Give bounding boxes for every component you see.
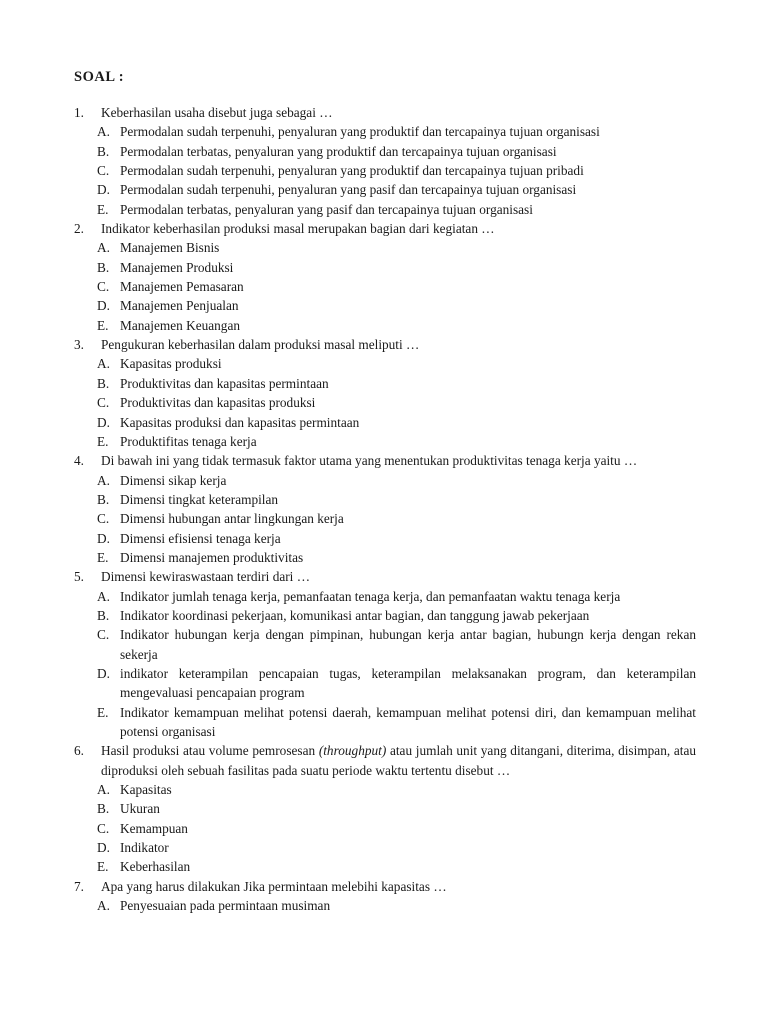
option-a [97,354,696,373]
option-letter: A. [97,472,110,488]
option-d [97,529,696,548]
question-number: 7. [74,878,84,894]
option-letter: B. [97,491,110,507]
option-b [97,799,696,818]
option-b [97,374,696,393]
option-e [97,857,696,876]
option-e [97,316,696,335]
option-b [97,142,696,161]
option-text: Permodalan sudah terpenuhi, penyaluran yang pasif dan tercapainya tujuan organisasi [120,182,577,198]
question-2 [74,219,696,238]
option-letter: A. [97,898,110,914]
question-text [101,741,696,780]
option-a [97,896,696,915]
question-text: Apa yang harus dilakukan Jika permintaan melebihi kapasitas … [101,878,447,894]
option-text: Manajemen Keuangan [120,317,240,333]
option-text: Dimensi sikap kerja [120,472,227,488]
question-text: Dimensi kewiraswastaan terdiri dari … [101,569,310,585]
option-letter: C. [97,395,110,411]
option-letter: C. [97,627,110,643]
option-text: Kemampuan [120,820,188,836]
option-text: Indikator koordinasi pekerjaan, komunikasi antar bagian, dan tanggung jawab pekerjaan [120,607,590,623]
option-a [97,780,696,799]
option-text: Dimensi efisiensi tenaga kerja [120,530,281,546]
option-text: Manajemen Penjualan [120,298,239,314]
question-number: 1. [74,105,84,120]
option-text: Indikator hubungan kerja dengan pimpinan, hubungan kerja antar bagian, hubungn kerja dengan rekan sekerja [120,627,696,662]
option-text: Manajemen Pemasaran [120,279,244,295]
question-7 [74,877,696,896]
option-letter: D. [97,182,110,198]
option-text: Kapasitas produksi [120,356,222,372]
option-letter: C. [97,163,110,179]
option-text: Dimensi tingkat keterampilan [120,491,279,507]
question-3 [74,335,696,354]
question-5-options [97,587,696,742]
option-letter: A. [97,240,110,256]
option-letter: D. [97,414,110,430]
option-text: Produktivitas dan kapasitas produksi [120,395,316,411]
question-number: 3. [74,337,84,353]
option-d [97,838,696,857]
option-letter: E. [97,704,109,720]
option-d [97,413,696,432]
question-list [74,103,696,915]
option-letter: E. [97,859,109,875]
option-text: Indikator [120,840,169,856]
question-text: Keberhasilan usaha disebut juga sebagai … [101,105,333,120]
option-c [97,393,696,412]
option-text: Permodalan sudah terpenuhi, penyaluran yang produktif dan tercapainya tujuan organisasi [120,124,600,140]
option-d [97,180,696,199]
option-text: Permodalan terbatas, penyaluran yang pasif dan tercapainya tujuan organisasi [120,201,533,217]
question-1-options [97,122,696,219]
question-4 [74,451,696,470]
option-e [97,200,696,219]
question-text-part: atau jumlah unit yang ditangani, diterima, disimpan, atau diproduksi oleh sebuah fasilitas pada suatu periode waktu tertentu disebut … [101,743,696,778]
question-7-options [97,896,696,915]
option-letter: E. [97,549,109,565]
page-title: SOAL : [74,69,125,85]
option-text: Manajemen Produksi [120,259,234,275]
option-d [97,664,696,703]
option-text: Kapasitas produksi dan kapasitas permintaan [120,414,360,430]
option-text: Manajemen Bisnis [120,240,220,256]
option-c [97,277,696,296]
option-letter: D. [97,840,110,856]
option-letter: B. [97,801,110,817]
question-5 [74,567,696,586]
option-letter: E. [97,433,109,449]
question-2-options [97,238,696,335]
option-text: Penyesuaian pada permintaan musiman [120,898,331,914]
option-letter: B. [97,607,110,623]
option-letter: C. [97,279,110,295]
option-text: Keberhasilan [120,859,191,875]
option-text: indikator keterampilan pencapaian tugas, keterampilan melaksanakan program, dan keterampilan mengevaluasi pencapaian program [120,665,696,701]
question-number: 5. [74,569,84,585]
option-text: Permodalan sudah terpenuhi, penyaluran yang produktif dan tercapainya tujuan pribadi [120,163,584,179]
option-a [97,587,696,606]
option-letter: C. [97,511,110,527]
option-letter: B. [97,375,110,391]
option-b [97,606,696,625]
option-e [97,548,696,567]
question-1 [74,103,696,122]
option-c [97,161,696,180]
option-letter: B. [97,259,110,275]
question-4-options [97,471,696,568]
option-text: Indikator kemampuan melihat potensi daerah, kemampuan melihat potensi diri, dan kemampuan melihat potensi organisasi [120,704,696,739]
option-letter: A. [97,124,110,140]
option-letter: A. [97,588,110,604]
option-b [97,490,696,509]
option-letter: D. [97,530,110,546]
option-a [97,238,696,257]
option-letter: A. [97,782,110,798]
option-letter: E. [97,317,109,333]
option-letter: D. [97,665,110,681]
question-text-part: Hasil produksi atau volume pemrosesan [101,743,319,759]
option-c [97,625,696,664]
option-letter: C. [97,820,110,836]
option-text: Permodalan terbatas, penyaluran yang produktif dan tercapainya tujuan organisasi [120,143,557,159]
option-a [97,122,696,141]
option-text: Kapasitas [120,782,172,798]
option-e [97,703,696,742]
option-d [97,296,696,315]
option-c [97,509,696,528]
option-c [97,819,696,838]
option-text: Dimensi hubungan antar lingkungan kerja [120,511,344,527]
option-letter: B. [97,143,110,159]
question-number: 4. [74,453,84,469]
option-letter: E. [97,201,109,217]
question-text: Di bawah ini yang tidak termasuk faktor utama yang menentukan produktivitas tenaga kerja yaitu … [101,453,638,469]
option-text: Indikator jumlah tenaga kerja, pemanfaatan tenaga kerja, dan pemanfaatan waktu tenaga kerja [120,588,621,604]
option-text: Produktivitas dan kapasitas permintaan [120,375,329,391]
question-text: Pengukuran keberhasilan dalam produksi masal meliputi … [101,337,420,353]
question-text-italic: (throughput) [318,743,387,759]
question-text: Indikator keberhasilan produksi masal merupakan bagian dari kegiatan … [101,221,495,237]
option-letter: D. [97,298,110,314]
option-letter: A. [97,356,110,372]
option-b [97,258,696,277]
option-text: Dimensi manajemen produktivitas [120,549,304,565]
question-6 [74,741,696,780]
question-3-options [97,354,696,451]
option-a [97,471,696,490]
option-text: Ukuran [120,801,160,817]
question-number: 2. [74,221,84,237]
option-text: Produktifitas tenaga kerja [120,433,257,449]
question-number: 6. [74,743,84,759]
question-6-options [97,780,696,877]
option-e [97,432,696,451]
